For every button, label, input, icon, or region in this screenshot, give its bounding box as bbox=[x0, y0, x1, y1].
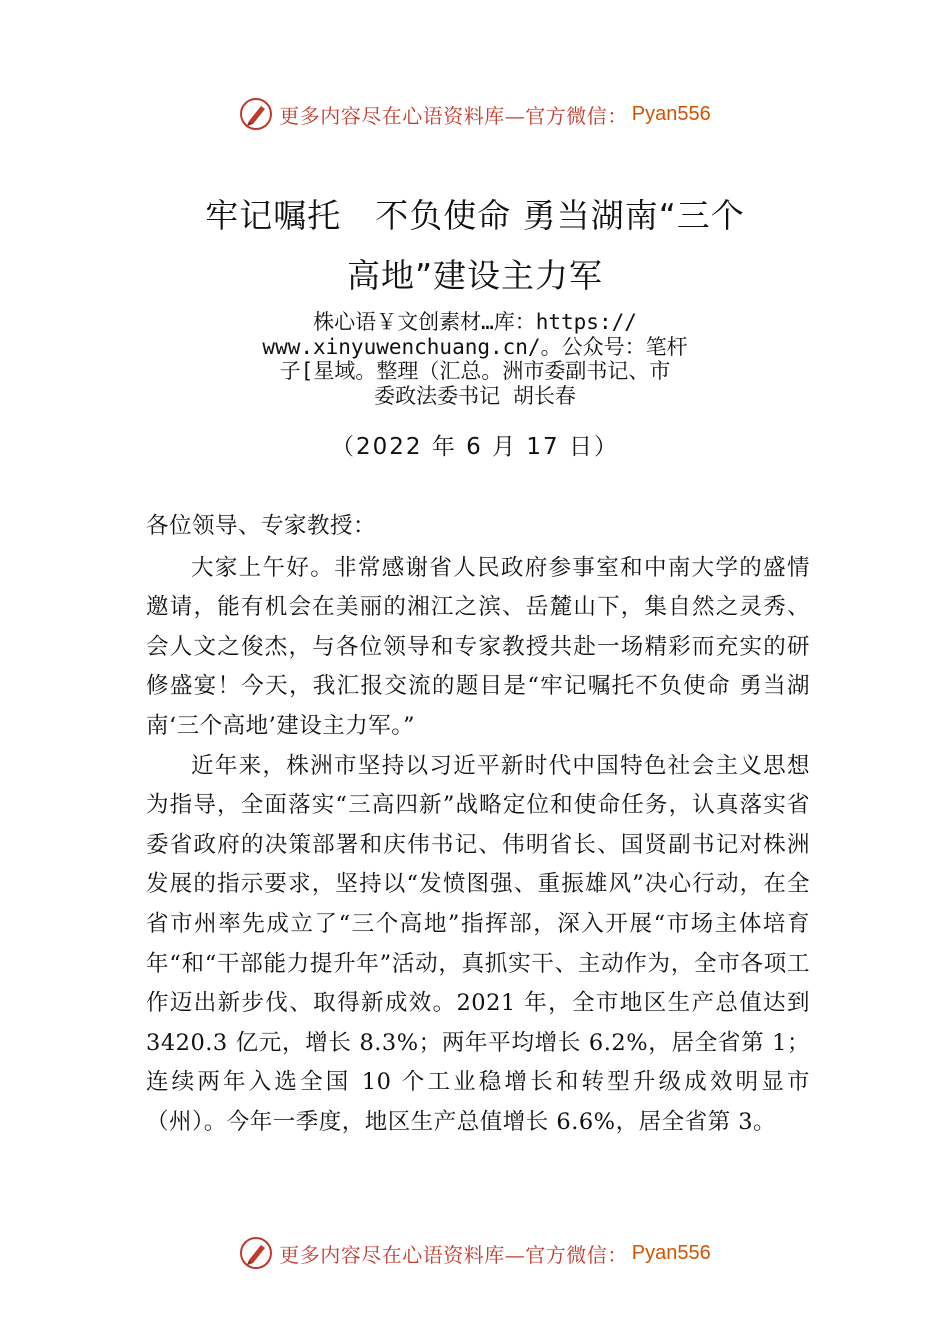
banner-text: 更多内容尽在心语资料库—官方微信： bbox=[279, 1242, 628, 1267]
pen-logo-icon bbox=[239, 97, 273, 131]
banner-text: 更多内容尽在心语资料库—官方微信： bbox=[279, 103, 628, 128]
paragraph: 大家上午好。非常感谢省人民政府参事室和中南大学的盛情邀请，能有机会在美丽的湘江之滨、岳麓山下，集自然之灵秀、会人文之俊杰，与各位领导和专家教授共赴一场精彩而充实的研修盛宴！今天，我汇报交流的题目是“牢记嘱托不负使命 勇当湖南‘三个高地’建设主力军。” bbox=[146, 554, 810, 739]
author-line: 株心语￥文创素材…库：https:// bbox=[313, 310, 637, 334]
document-body bbox=[146, 507, 810, 1143]
paragraph: 近年来，株洲市坚持以习近平新时代中国特色社会主义思想为指导，全面落实“三高四新”战略定位和使命任务，认真落实省委省政府的决策部署和庆伟书记、伟明省长、国贤副书记对株洲发展的指示要求，坚持以“发愤图强、重振雄风”决心行动，在全省市州率先成立了“三个高地”指挥部，深入开展“市场主体培育年“和“干部能力提升年”活动，真抓实干、主动作为，全市各项工作迈出新步伐、取得新成效。2021 年，全市地区生产总值达到 3420.3 亿元，增长 8.3%；两年平均增长 6.2%，居全省第 1；连续两年入选全国 10 个工业稳增长和转型升级成效明显市（州）。今年一季度，地区生产总值增长 6.6%，居全省第 3。 bbox=[146, 752, 810, 1135]
author-line: 委政法委书记 胡长春 bbox=[374, 383, 576, 408]
banner-wechat-id: Pyan556 bbox=[631, 102, 711, 125]
pen-logo-icon bbox=[239, 1236, 273, 1270]
author-line: 子[星域。整理（汇总。洲市委副书记、市 bbox=[279, 359, 671, 383]
greeting: 各位领导、专家教授： bbox=[146, 513, 377, 539]
speech-date: （2022 年 6 月 17 日） bbox=[331, 434, 619, 460]
author-line: www.xinyuwenchuang.cn/。公众号：笔杆 bbox=[262, 334, 688, 359]
page-title-line-1: 牢记嘱托 不负使命 勇当湖南“三个 bbox=[205, 196, 745, 235]
header-banner bbox=[0, 94, 950, 134]
banner-wechat-id: Pyan556 bbox=[631, 1241, 711, 1264]
author-block bbox=[0, 310, 950, 408]
page-title-line-2: 高地”建设主力军 bbox=[346, 256, 604, 295]
footer-banner bbox=[0, 1233, 950, 1273]
